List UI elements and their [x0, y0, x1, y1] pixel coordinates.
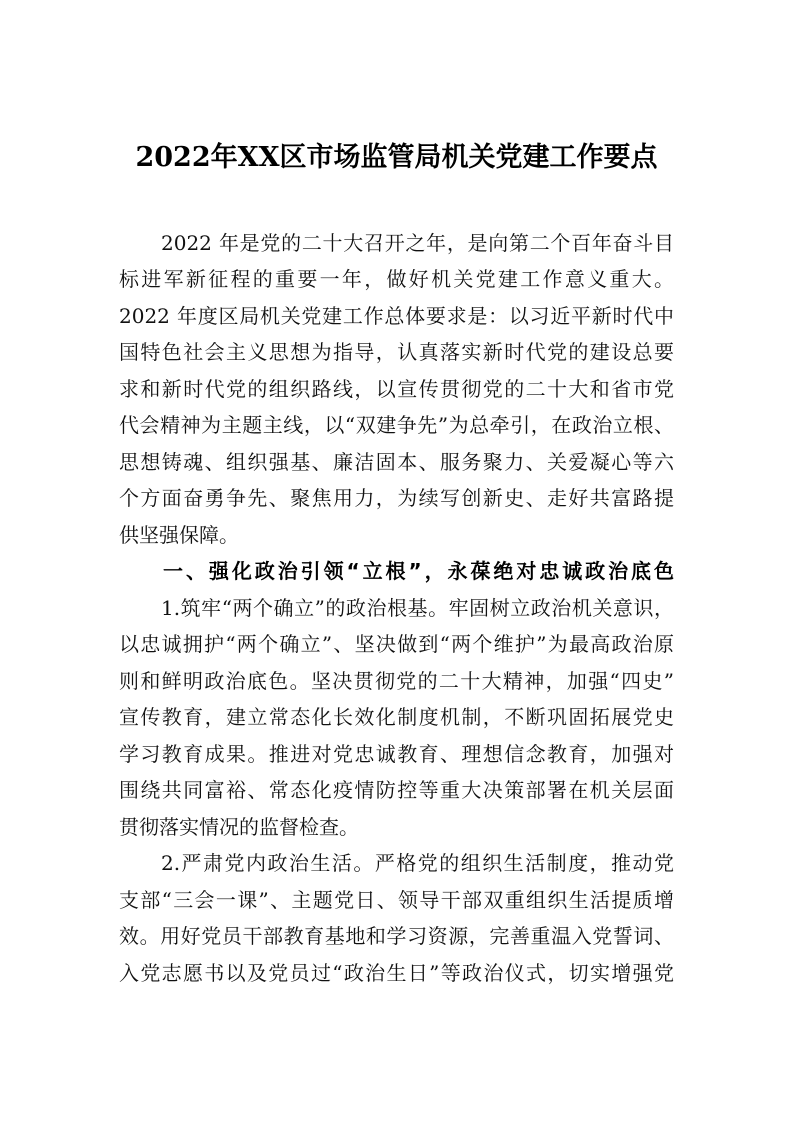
- intro-line: 求和新时代党的组织路线，以宣传贯彻党的二十大和省市党: [119, 377, 674, 401]
- item1-line: 1.筑牢“两个确立”的政治根基。牢固树立政治机关意识，: [161, 596, 674, 620]
- intro-line: 2022 年是党的二十大召开之年，是向第二个百年奋斗目: [161, 231, 674, 255]
- intro-line: 供坚强保障。: [119, 523, 239, 547]
- item1-line: 宣传教育，建立常态化长效化制度机制，不断巩固拓展党史: [119, 705, 674, 729]
- section-heading: 一、强化政治引领“立根”，永葆绝对忠诚政治底色: [163, 559, 674, 583]
- intro-line: 2022 年度区局机关党建工作总体要求是：以习近平新时代中: [119, 304, 674, 328]
- item1-line: 围绕共同富裕、常态化疫情防控等重大决策部署在机关层面: [119, 778, 674, 802]
- item1-line: 以忠诚拥护“两个确立”、坚决做到“两个维护”为最高政治原: [119, 632, 674, 656]
- item2-line: 入党志愿书以及党员过“政治生日”等政治仪式，切实增强党: [119, 961, 674, 985]
- intro-line: 个方面奋勇争先、聚焦用力，为续写创新史、走好共富路提: [119, 486, 674, 510]
- intro-line: 代会精神为主题主线，以“双建争先”为总牵引，在政治立根、: [119, 413, 674, 437]
- item2-line: 2.严肃党内政治生活。严格党的组织生活制度，推动党: [161, 851, 674, 875]
- item2-line: 效。用好党员干部教育基地和学习资源，完善重温入党誓词、: [119, 924, 674, 948]
- item1-line: 学习教育成果。推进对党忠诚教育、理想信念教育，加强对: [119, 742, 674, 766]
- document-title: 2022年XX区市场监管局机关党建工作要点: [135, 142, 658, 173]
- item1-line: 贯彻落实情况的监督检查。: [119, 815, 359, 839]
- item1-line: 则和鲜明政治底色。坚决贯彻党的二十大精神，加强“四史”: [119, 669, 674, 693]
- intro-line: 国特色社会主义思想为指导，认真落实新时代党的建设总要: [119, 340, 674, 364]
- item2-line: 支部“三会一课”、主题党日、领导干部双重组织生活提质增: [119, 888, 674, 912]
- intro-line: 思想铸魂、组织强基、廉洁固本、服务聚力、关爱凝心等六: [119, 450, 674, 474]
- intro-line: 标进军新征程的重要一年，做好机关党建工作意义重大。: [119, 267, 674, 291]
